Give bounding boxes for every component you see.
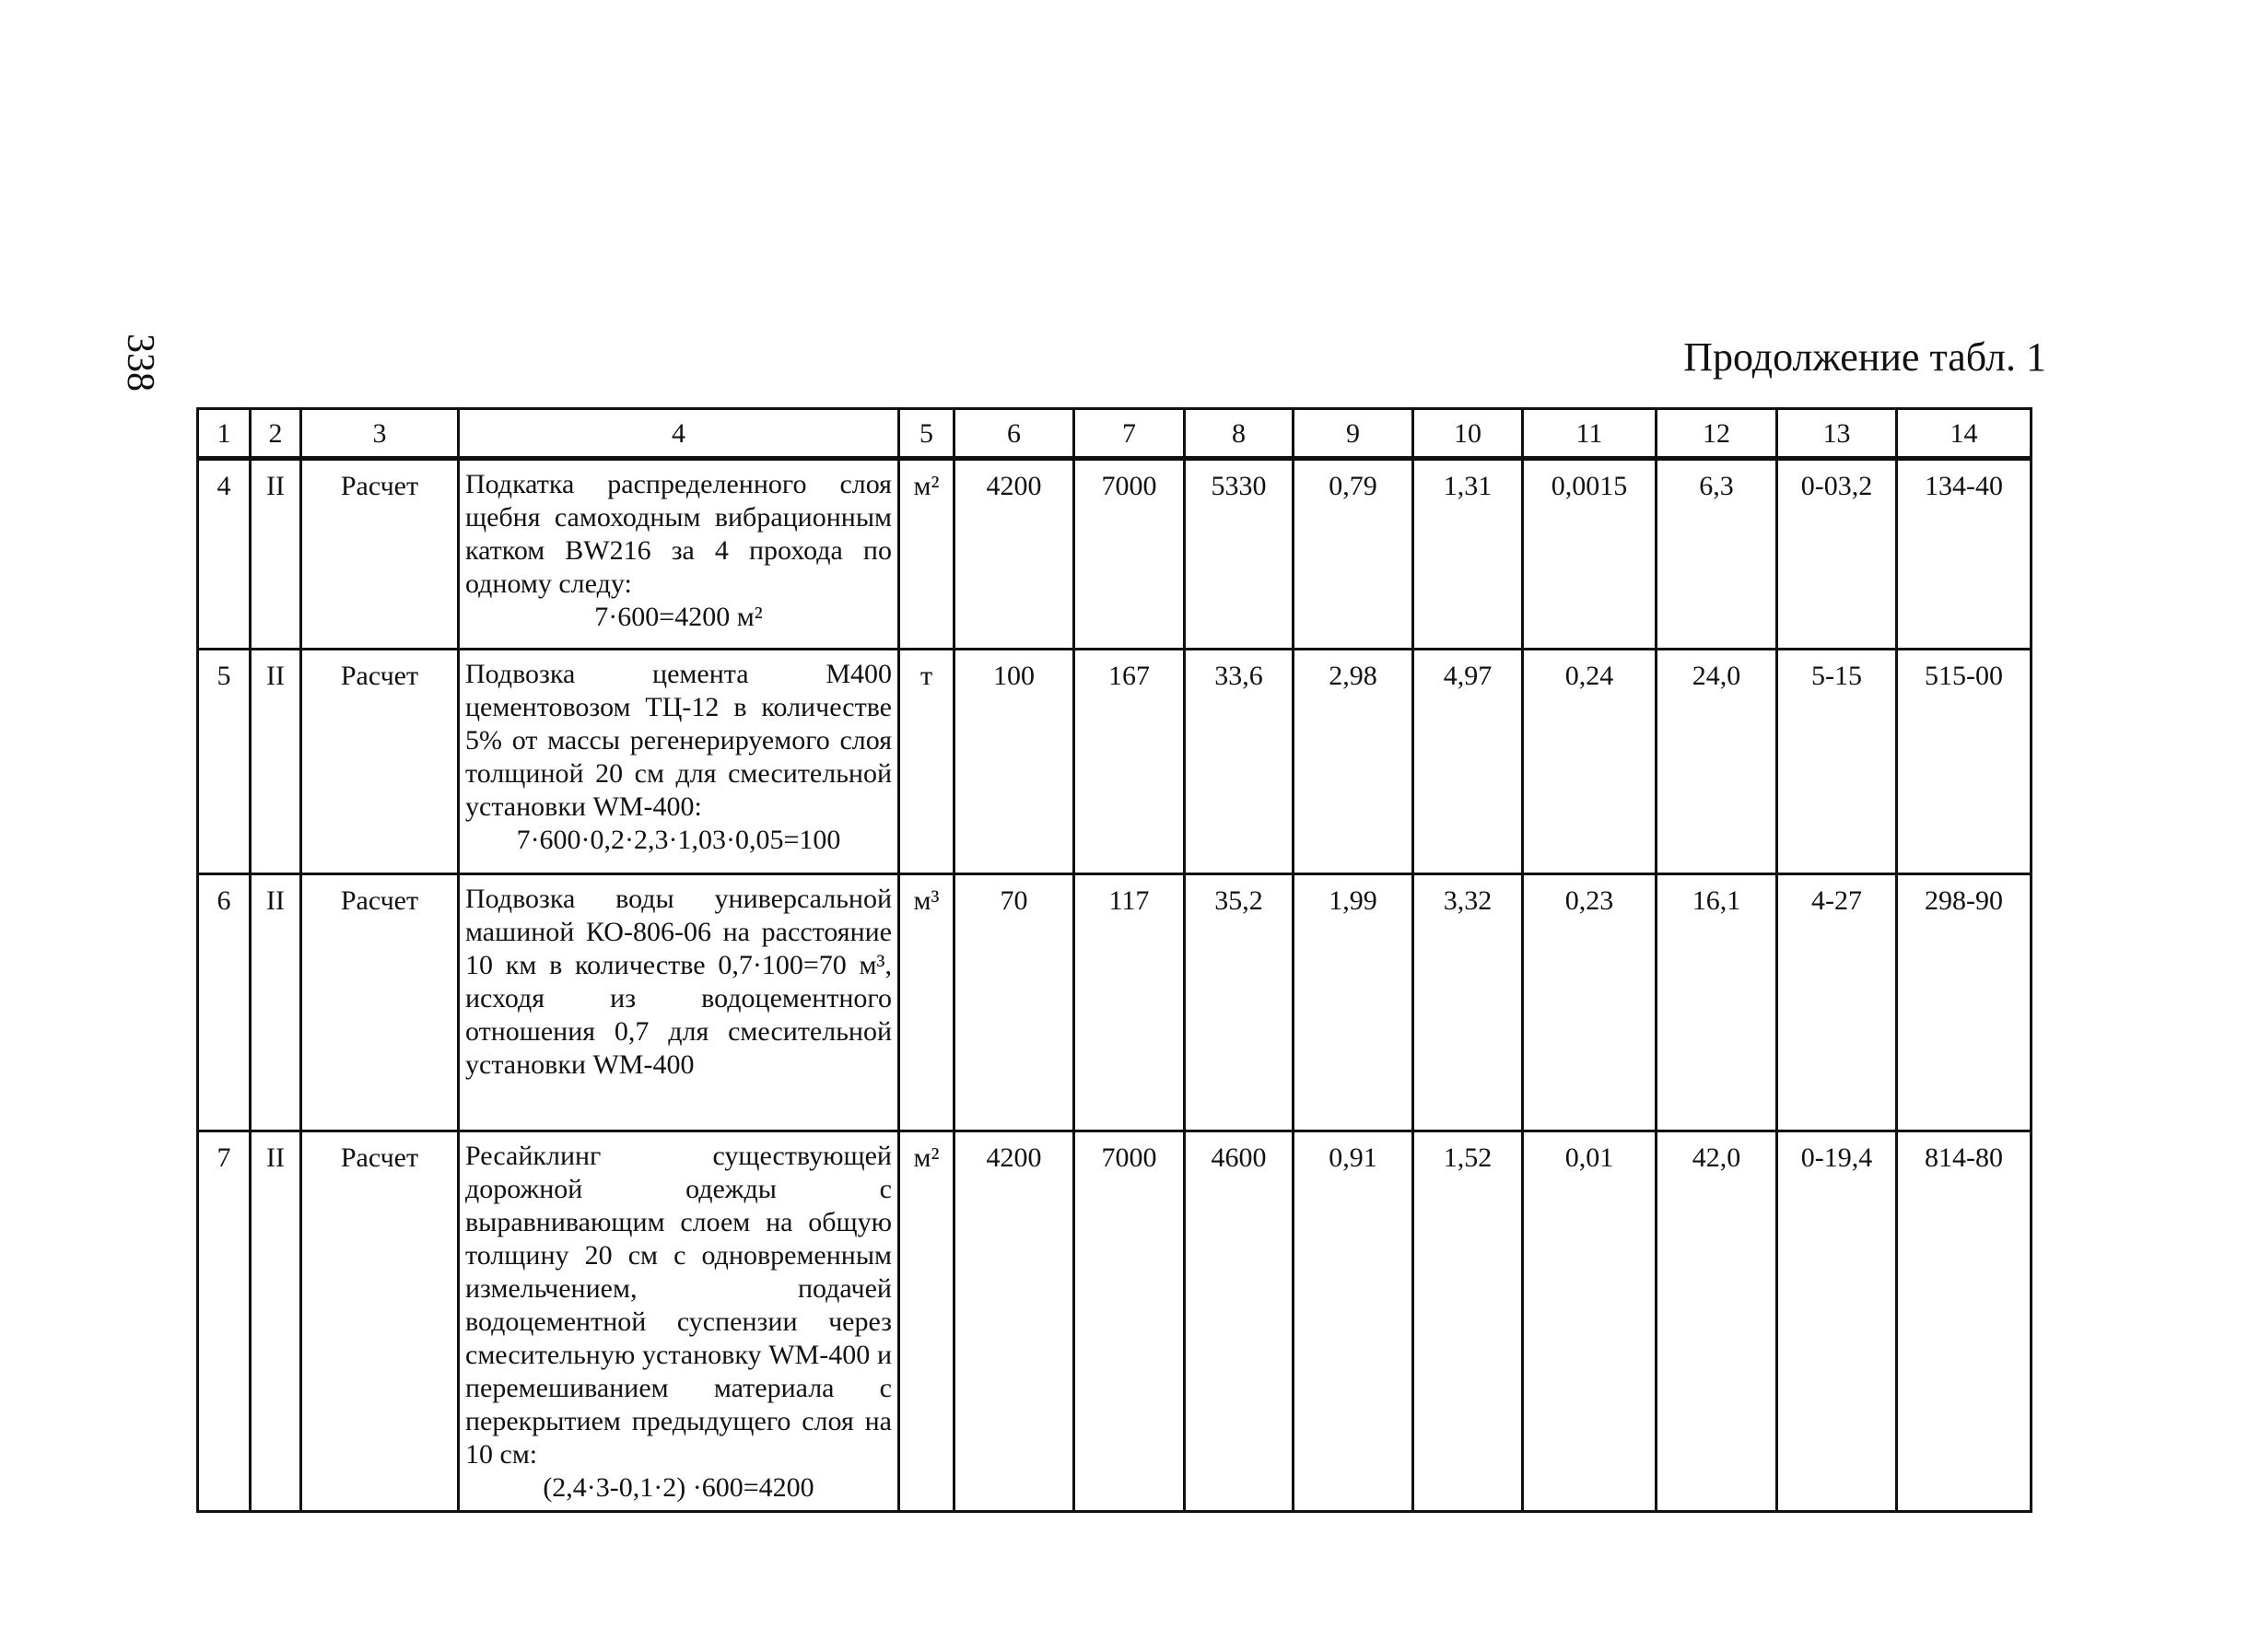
row-value: 4200	[954, 1131, 1074, 1512]
header-cell: 13	[1777, 409, 1897, 459]
row-number: 7	[198, 1131, 251, 1512]
row-value: 42,0	[1657, 1131, 1777, 1512]
header-cell: 12	[1657, 409, 1777, 459]
description-formula: 7·600=4200 м²	[594, 602, 763, 632]
row-value: 134-40	[1897, 459, 2032, 650]
header-cell: 9	[1294, 409, 1413, 459]
header-cell: 1	[198, 409, 251, 459]
row-description	[459, 650, 899, 874]
header-cell: 2	[251, 409, 301, 459]
row-value: 1,31	[1413, 459, 1523, 650]
row-value: 5-15	[1777, 650, 1897, 874]
row-value: 4200	[954, 459, 1074, 650]
row-value: 0,91	[1294, 1131, 1413, 1512]
description-text: Подвозка цемента М400 цементовозом ТЦ-12 в количестве 5% от массы регенерируемого слоя толщиной 20 см для смесительной установки WM-400:	[465, 659, 892, 822]
row-value: 7000	[1074, 459, 1185, 650]
description-formula: 7·600·0,2·2,3·1,03·0,05=100	[516, 825, 841, 855]
row-value: 4-27	[1777, 874, 1897, 1131]
row-value: 24,0	[1657, 650, 1777, 874]
row-number: 6	[198, 874, 251, 1131]
row-unit: м²	[899, 459, 954, 650]
row-value: 515-00	[1897, 650, 2032, 874]
row-value: 35,2	[1185, 874, 1294, 1131]
row-value: 1,99	[1294, 874, 1413, 1131]
row-description	[459, 1131, 899, 1512]
row-value: 0,79	[1294, 459, 1413, 650]
row-value: 6,3	[1657, 459, 1777, 650]
row-value: 1,52	[1413, 1131, 1523, 1512]
description-text: Ресайклинг существующей дорожной одежды с выравнивающим слоем на общую толщину 20 см с одновременным измельчением, подачей водоцементной суспензии через смесительную установку WM-400 и перемешиванием материала с перекрытием предыдущего слоя на 10 см:	[465, 1141, 892, 1470]
row-unit: т	[899, 650, 954, 874]
row-unit: м³	[899, 874, 954, 1131]
page-number: 338	[119, 334, 161, 392]
row-value: 117	[1074, 874, 1185, 1131]
row-value: 7000	[1074, 1131, 1185, 1512]
header-cell: 5	[899, 409, 954, 459]
description-text: Подвозка воды универсальной машиной КО-806-06 на расстояние 10 км в количестве 0,7·100=70 м³, исходя из водоцементного отношения 0,7 для смесительной установки WM-400	[465, 884, 892, 1080]
row-basis: Расчет	[301, 874, 459, 1131]
table-caption: Продолжение табл. 1	[1683, 334, 2046, 380]
header-cell: 14	[1897, 409, 2032, 459]
row-value: 100	[954, 650, 1074, 874]
table-row	[198, 650, 2032, 874]
header-cell: 11	[1523, 409, 1657, 459]
row-basis: Расчет	[301, 1131, 459, 1512]
row-value: 70	[954, 874, 1074, 1131]
row-category: II	[251, 874, 301, 1131]
row-unit: м²	[899, 1131, 954, 1512]
header-cell: 6	[954, 409, 1074, 459]
row-value: 2,98	[1294, 650, 1413, 874]
row-value: 0,0015	[1523, 459, 1657, 650]
header-cell: 8	[1185, 409, 1294, 459]
row-category: II	[251, 459, 301, 650]
description-text: Подкатка распределенного слоя щебня самоходным вибрационным катком BW216 за 4 прохода по одному следу:	[465, 469, 892, 599]
row-description	[459, 459, 899, 650]
row-value: 3,32	[1413, 874, 1523, 1131]
table-row	[198, 459, 2032, 650]
row-value: 0,23	[1523, 874, 1657, 1131]
row-value: 4,97	[1413, 650, 1523, 874]
row-value: 298-90	[1897, 874, 2032, 1131]
row-basis: Расчет	[301, 650, 459, 874]
row-value: 0,24	[1523, 650, 1657, 874]
table-row	[198, 1131, 2032, 1512]
row-number: 4	[198, 459, 251, 650]
row-value: 814-80	[1897, 1131, 2032, 1512]
row-value: 0-19,4	[1777, 1131, 1897, 1512]
header-cell: 7	[1074, 409, 1185, 459]
row-number: 5	[198, 650, 251, 874]
work-table	[196, 407, 2032, 1513]
row-value: 33,6	[1185, 650, 1294, 874]
row-value: 167	[1074, 650, 1185, 874]
header-cell: 10	[1413, 409, 1523, 459]
table-row	[198, 874, 2032, 1131]
row-category: II	[251, 650, 301, 874]
row-basis: Расчет	[301, 459, 459, 650]
row-value: 0-03,2	[1777, 459, 1897, 650]
row-value: 16,1	[1657, 874, 1777, 1131]
row-value: 5330	[1185, 459, 1294, 650]
row-description	[459, 874, 899, 1131]
header-cell: 3	[301, 409, 459, 459]
header-row	[198, 409, 2032, 459]
row-value: 4600	[1185, 1131, 1294, 1512]
row-category: II	[251, 1131, 301, 1512]
header-cell: 4	[459, 409, 899, 459]
description-formula: (2,4·3-0,1·2) ·600=4200	[543, 1472, 814, 1503]
row-value: 0,01	[1523, 1131, 1657, 1512]
